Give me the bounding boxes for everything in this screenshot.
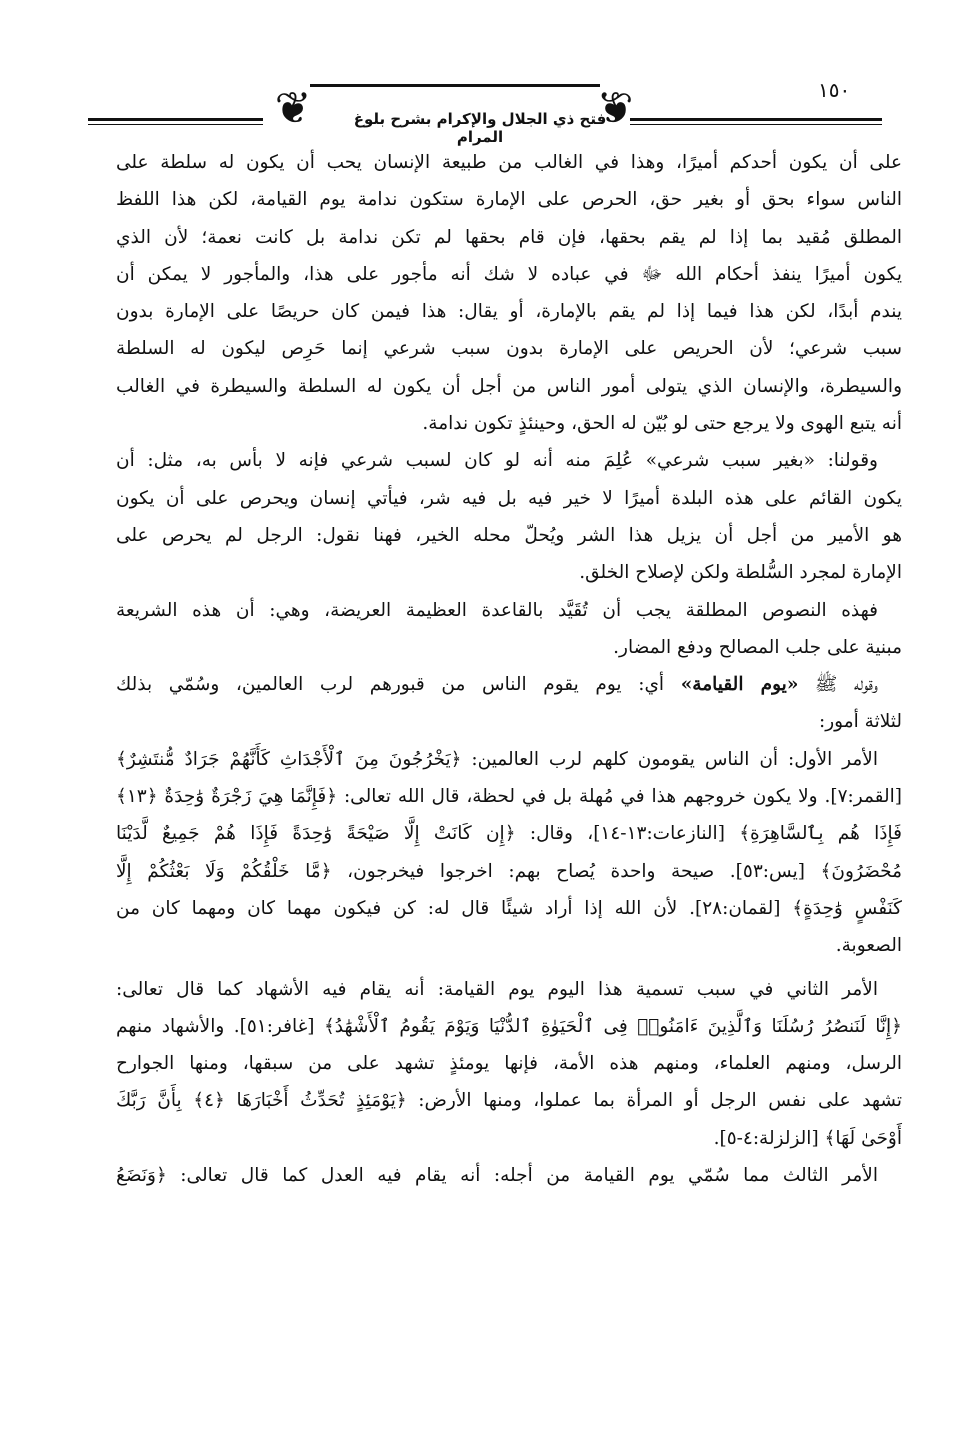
paragraph [116, 666, 902, 741]
text-line: لثلاثة أمور: [819, 711, 902, 733]
text-line: الناس سواء بحق أو بغير حق، الحرص على الإمارة ستكون ندامة يوم القيامة، لكن هذا اللفظ [116, 189, 902, 211]
text-segment: وقوله ﷺ [798, 674, 878, 696]
paragraph [116, 592, 902, 667]
paragraph [116, 144, 902, 442]
text-segment: أي: يوم يقوم الناس من قبورهم لرب العالمين، وسُمّي بذلك [116, 674, 681, 696]
ornament-left-icon: ❦ [274, 83, 312, 134]
text-line: ﴿إِنَّا لَنَنصُرُ رُسُلَنَا وَٱلَّذِينَ ءَامَنُوا۟ فِى ٱلْحَيَوٰةِ ٱلدُّنْيَا وَيَوْمَ يَقُومُ ٱلْأَشْهَٰدُ﴾ [غافر:٥١]. والأشهاد منهم [116, 1015, 902, 1037]
text-line: يكون أميرًا ينفذ أحكام الله ﷻ في عباده لا شك أنه مأجور على هذا، والمأجور لا يمكن أن [116, 263, 902, 285]
text-line: سبب شرعي؛ لأن الحريص على الإمارة بدون سبب شرعي إنما حَرِص ليكون له السلطة [116, 338, 902, 360]
text-line: أَوْحَىٰ لَهَا﴾ [الزلزلة:٤-٥]. [713, 1127, 902, 1149]
text-line: والسيطرة، والإنسان الذي يتولى أمور الناس من أجل أن يكون له السلطة والسيطرة في الغالب [116, 375, 902, 397]
text-line: هو الأمير من أجل أن يزيل هذا الشر ويُحلّ محله الخير، فهنا نقول: الرجل لم يحرص على [116, 524, 902, 546]
text-line: الأمر الثاني في سبب تسمية هذا اليوم يوم القيامة: أنه يقام فيه الأشهاد كما قال تعالى: [116, 978, 878, 1000]
header-rule-left-thin [88, 124, 263, 125]
ornament-right-icon: ❦ [596, 83, 634, 134]
header-rule-left [88, 118, 263, 121]
paragraph [116, 741, 902, 965]
text-line: الأمر الثالث مما سُمّي يوم القيامة من أجله: أنه يقام فيه العدل كما قال تعالى: ﴿وَنَضَعُ [116, 1165, 878, 1187]
paragraph [116, 1157, 902, 1194]
page-body [116, 144, 902, 1194]
paragraph [116, 971, 902, 1157]
text-line: فهذه النصوص المطلقة يجب أن تُقَيَّد بالقاعدة العظيمة العريضة، وهي: أن هذه الشريعة [116, 599, 878, 621]
text-line: مُحْضَرُونَ﴾ [يس:٥٣]. صيحة واحدة يُصاح بهم: اخرجوا فيخرجون، ﴿مَّا خَلْقُكُمْ وَلَا بَعْثُكُمْ إِلَّا [116, 860, 903, 882]
text-line [116, 666, 902, 703]
text-line: الأمر الأول: أن الناس يقومون كلهم لرب العالمين: ﴿يَخْرُجُونَ مِنَ ٱلْأَجْدَاثِ كَأَنَّهُمْ جَرَادٌ مُّنتَشِرٌ﴾ [116, 748, 878, 770]
text-line: على أن يكون أحدكم أميرًا، وهذا في الغالب من طبيعة الإنسان يحب أن يكون له سلطة على [116, 152, 902, 173]
text-line: الصعوبة. [835, 935, 902, 957]
header-rule-top [310, 84, 600, 87]
text-line: فَإِذَا هُم بِٱلسَّاهِرَةِ﴾ [النازعات:١٣-١٤]، وقال: ﴿إِن كَانَتْ إِلَّا صَيْحَةً وَٰحِدَةً فَإِذَا هُمْ جَمِيعٌ لَّدَيْنَا [116, 823, 902, 845]
text-line: مبنية على جلب المصالح ودفع المضار. [613, 636, 902, 658]
text-line: المطلق مُقيد بما إذا لم يقم بحقها، فإن قام بحقها لم تكن ندامة بل كانت نعمة؛ لأن الذي [116, 226, 902, 248]
page-number: ١٥٠ [818, 78, 851, 102]
book-title: فتح ذي الجلال والإكرام بشرح بلوغ المرام [353, 110, 607, 146]
bold-term: «يوم القيامة» [680, 674, 799, 696]
text-line: يندم أبدًا، لكن هذا فيما إذا لم يقم بالإمارة، أو يقال: هذا فيمن كان حريصًا على الإمارة بدون [116, 301, 902, 323]
text-line: الرسل، ومنهم العلماء، ومنهم هذه الأمة، فإنها يومئذٍ تشهد على من سبقها، ومنها الجوارح [116, 1053, 902, 1075]
text-line: تشهد على نفس الرجل أو المرأة بما عملوا، ومنها الأرض: ﴿يَوْمَئِذٍ تُحَدِّثُ أَخْبَارَهَا ﴿٤﴾ بِأَنَّ رَبَّكَ [116, 1090, 903, 1112]
text-line: الإمارة لمجرد السُّلطة ولكن لإصلاح الخلق. [579, 562, 902, 584]
text-line: أنه يتبع الهوى ولا يرجع حتى لو بُيّن له الحق، وحينئذٍ تكون ندامة. [422, 413, 902, 435]
text-line: وقولنا: «بغير سبب شرعي» عُلِمَ منه أنه لو كان لسبب شرعي فإنه لا بأس به، مثل: أن [116, 450, 878, 472]
page-header [0, 0, 978, 150]
header-rule-right-thin [630, 124, 882, 125]
text-line: يكون القائم على هذه البلدة أميرًا لا خير فيه بل فيه شر، فيأتي إنسان ويحرص على أن يكون [116, 487, 902, 509]
text-line: كَنَفْسٍ وَٰحِدَةٍ﴾ [لقمان:٢٨]. لأن الله إذا أراد شيئًا قال له: كن فيكون مهما كان ومهما كان من [116, 897, 902, 919]
paragraph [116, 442, 902, 591]
header-rule-right [630, 118, 882, 121]
text-line: [القمر:٧]. ولا يكون خروجهم هذا في مُهلة بل في لحظة، قال الله تعالى: ﴿فَإِنَّمَا هِيَ زَجْرَةٌ وَٰحِدَةٌ ﴿١٣﴾ [116, 786, 902, 808]
